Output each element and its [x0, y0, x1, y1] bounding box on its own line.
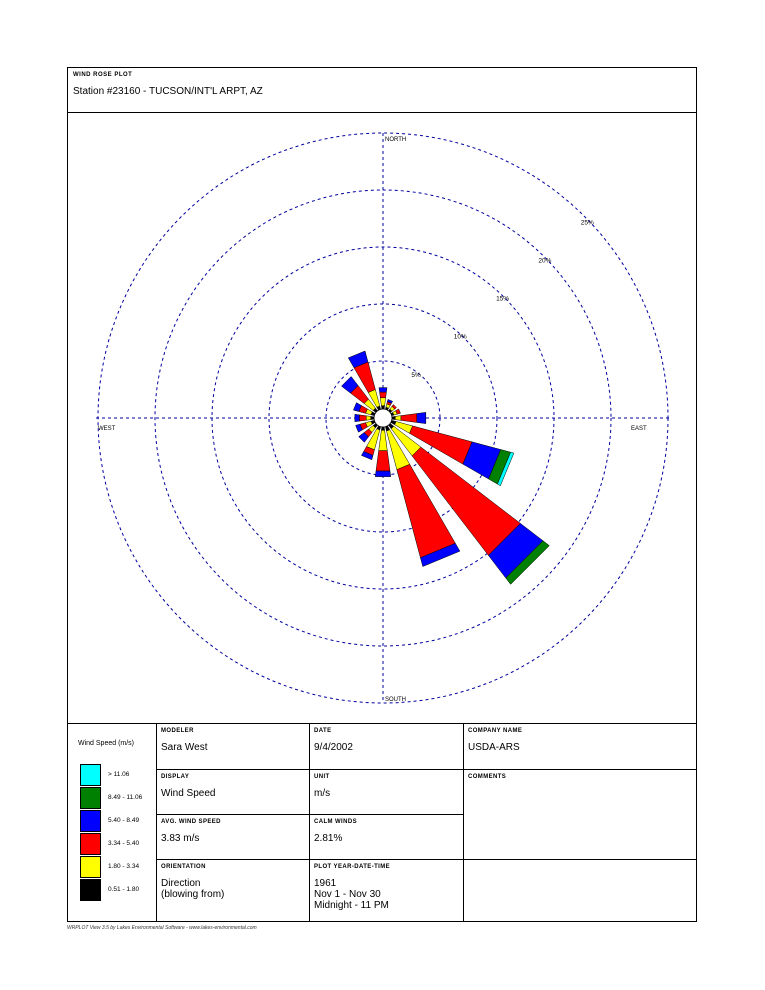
display-label: DISPLAY — [161, 774, 190, 780]
legend-label: 3.34 - 5.40 — [108, 840, 140, 847]
petal-w-bin1 — [366, 416, 371, 420]
modeler-cell — [157, 724, 310, 770]
orientation-label: ORIENTATION — [161, 864, 206, 870]
petal-s-bin0 — [381, 427, 384, 430]
modeler-label: MODELER — [161, 728, 194, 734]
unit-cell — [310, 770, 464, 815]
company-value: USDA-ARS — [468, 742, 520, 753]
ring-label: 5% — [411, 371, 421, 379]
legend-swatch — [80, 879, 101, 901]
modeler-value: Sara West — [161, 742, 208, 753]
plot-frame — [67, 67, 697, 922]
calm-winds-cell — [310, 815, 464, 860]
legend-label: 0.51 - 1.80 — [108, 886, 140, 893]
comments-label: COMMENTS — [468, 774, 507, 780]
petal-s-bin2 — [376, 451, 390, 471]
ring-label: 15% — [496, 295, 510, 303]
table-divider — [68, 723, 696, 724]
ring-label: 25% — [580, 219, 594, 227]
legend-cell — [68, 724, 157, 921]
ring-label: 10% — [453, 333, 467, 341]
petal-e-bin3 — [417, 412, 426, 423]
legend-label: 8.49 - 11.06 — [108, 794, 143, 801]
date-cell — [310, 724, 464, 770]
header-label: WIND ROSE PLOT — [73, 72, 133, 78]
direction-label-north: NORTH — [385, 137, 407, 143]
petal-s-bin3 — [375, 471, 390, 477]
station-title: Station #23160 - TUCSON/INT'L ARPT, AZ — [73, 86, 263, 97]
legend-swatch — [80, 764, 101, 786]
petal-s-bin1 — [379, 430, 388, 450]
plot-header — [68, 68, 696, 113]
legend-swatch — [80, 787, 101, 809]
orientation-cell — [157, 860, 310, 921]
empty-cell — [464, 860, 696, 921]
petal-e-bin0 — [392, 416, 395, 419]
legend-title: Wind Speed (m/s) — [78, 740, 135, 747]
legend-label: 1.80 - 3.34 — [108, 863, 140, 870]
direction-label-south: SOUTH — [385, 697, 406, 703]
date-value: 9/4/2002 — [314, 742, 353, 753]
plot-period-cell — [310, 860, 464, 921]
legend-swatch — [80, 833, 101, 855]
avg-speed-cell — [157, 815, 310, 860]
plot-period-value: 1961 Nov 1 - Nov 30 Midnight - 11 PM — [314, 878, 389, 911]
legend-label: 5.40 - 8.49 — [108, 817, 140, 824]
ring-label: 20% — [538, 257, 552, 265]
company-cell — [464, 724, 696, 770]
petal-n-bin0 — [381, 406, 384, 409]
orientation-value: Direction (blowing from) — [161, 878, 225, 900]
avg-speed-label: AVG. WIND SPEED — [161, 819, 221, 825]
comments-cell — [464, 770, 696, 860]
calm-circle — [374, 409, 392, 427]
direction-label-west: WEST — [98, 426, 116, 432]
date-label: DATE — [314, 728, 332, 734]
petal-w-bin2 — [359, 415, 366, 421]
direction-label-east: EAST — [631, 426, 647, 432]
petal-w-bin3 — [355, 414, 360, 421]
plot-period-label: PLOT YEAR-DATE-TIME — [314, 864, 391, 870]
company-label: COMPANY NAME — [468, 728, 523, 734]
legend-label: > 11.06 — [108, 771, 130, 778]
petal-n-bin1 — [380, 398, 385, 406]
display-cell — [157, 770, 310, 815]
unit-label: UNIT — [314, 774, 330, 780]
wind-rose-chart — [68, 112, 696, 724]
calm-winds-label: CALM WINDS — [314, 819, 357, 825]
avg-speed-value: 3.83 m/s — [161, 833, 200, 844]
legend-swatch — [80, 810, 101, 832]
calm-winds-value: 2.81% — [314, 833, 343, 844]
legend-swatch — [80, 856, 101, 878]
software-credit: WRPLOT View 3.5 by Lakes Environmental Software - www.lakes-environmental.com — [67, 925, 257, 931]
display-value: Wind Speed — [161, 788, 216, 799]
petal-e-bin1 — [395, 416, 401, 421]
unit-value: m/s — [314, 788, 331, 799]
petal-n-bin3 — [379, 388, 387, 393]
petal-w-bin0 — [371, 416, 374, 419]
petal-n-bin2 — [380, 392, 387, 398]
petal-e-bin2 — [401, 414, 417, 423]
